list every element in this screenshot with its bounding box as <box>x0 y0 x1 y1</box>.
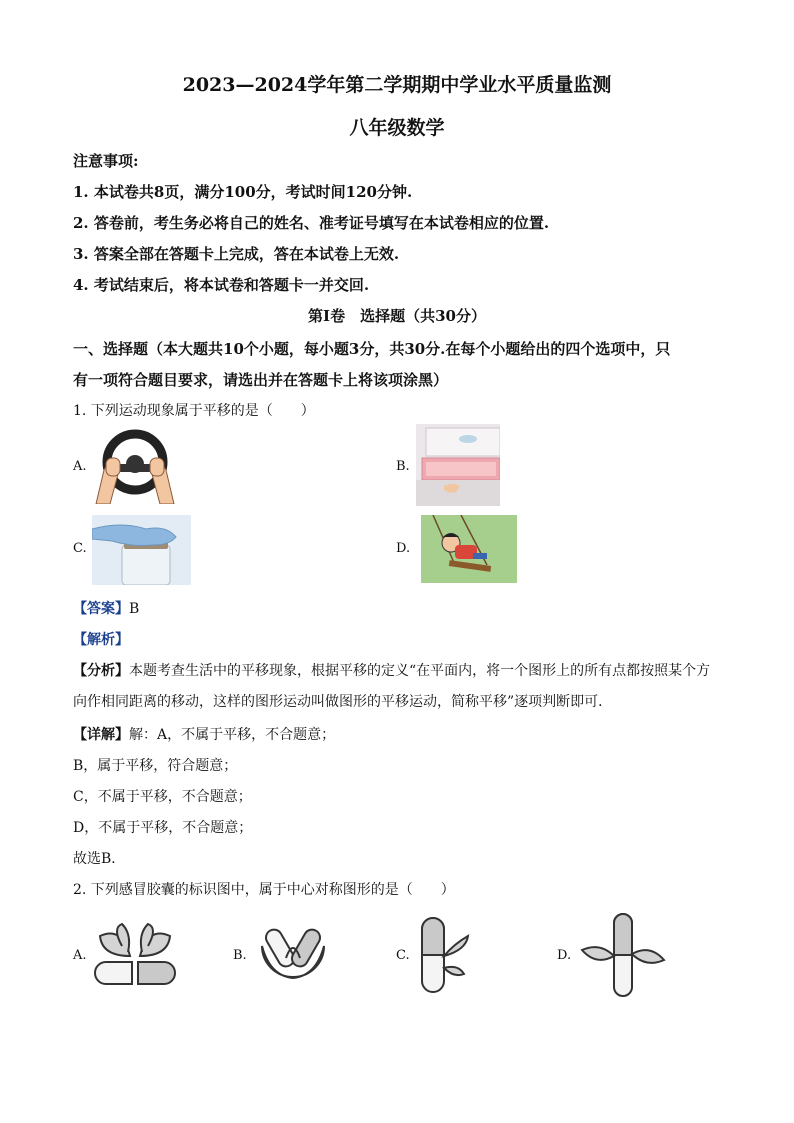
capsule-logo-c-icon <box>414 914 474 996</box>
drawer-image <box>416 424 500 506</box>
question-2-stem: 2. 下列感冒胶囊的标识图中，属于中心对称图形的是（ ） <box>73 882 455 898</box>
notice-item: 1. 本试卷共8页，满分100分，考试时间120分钟. <box>73 183 413 201</box>
q2-option-a-label: A. <box>73 948 87 963</box>
notice-item: 2. 答卷前，考生务必将自己的姓名、准考证号填写在本试卷相应的位置. <box>73 214 550 232</box>
detail-line-3: C，不属于平移，不合题意； <box>73 789 252 805</box>
section-instruction: 有一项符合题目要求，请选出并在答题卡上将该项涂黑） <box>73 371 449 389</box>
answer-tag: 【答案】 <box>73 601 129 617</box>
q1-option-d-label: D. <box>396 541 411 556</box>
fenxi-tag: 【分析】 <box>73 663 129 679</box>
q2-option-b-label: B. <box>233 948 247 963</box>
jar-lid-image <box>92 515 191 585</box>
section-instruction: 一、选择题（本大题共10个小题，每小题3分，共30分.在每个小题给出的四个选项中，只 <box>73 340 671 358</box>
fenxi-text: 本题考查生活中的平移现象，根据平移的定义“在平面内，将一个图形上的所有点都按照某个方 <box>129 663 711 679</box>
detail-line-1 <box>73 724 335 744</box>
q1-option-c-label: C. <box>73 541 87 556</box>
fenxi-line-2: 向作相同距离的移动，这样的图形运动叫做图形的平移运动，简称平移”逐项判断即可． <box>73 694 613 710</box>
q1-option-b-label: B. <box>396 459 410 474</box>
capsule-logo-a-icon <box>92 922 178 988</box>
conclusion: 故选B． <box>73 851 126 867</box>
answer-line <box>73 598 139 618</box>
exam-title: 2023—2024学年第二学期期中学业水平质量监测 <box>182 74 612 96</box>
detail-line-4: D，不属于平移，不合题意； <box>73 820 253 836</box>
question-1-stem: 1. 下列运动现象属于平移的是（ ） <box>73 403 315 419</box>
fenxi-line-1 <box>73 660 710 680</box>
notice-item: 3. 答案全部在答题卡上完成，答在本试卷上无效. <box>73 245 400 263</box>
notice-item: 4. 考试结束后，将本试卷和答题卡一并交回. <box>73 276 370 294</box>
notice-heading: 注意事项: <box>73 152 139 170</box>
exam-subtitle: 八年级数学 <box>349 117 445 139</box>
answer-value: B <box>129 601 140 617</box>
detail-tag: 【详解】 <box>73 727 129 743</box>
analysis-tag: 【解析】 <box>73 632 129 648</box>
detail-line-2: B，属于平移，符合题意； <box>73 758 238 774</box>
steering-wheel-image <box>92 424 178 504</box>
q2-option-d-label: D. <box>557 948 572 963</box>
q2-option-c-label: C. <box>396 948 410 963</box>
swing-image <box>421 515 517 583</box>
capsule-logo-d-icon <box>580 910 666 1000</box>
section-title: 第Ⅰ卷 选择题（共30分） <box>308 307 486 325</box>
detail-text: 解：A，不属于平移，不合题意； <box>129 727 336 743</box>
q1-option-a-label: A. <box>73 459 87 474</box>
capsule-logo-b-icon <box>256 918 330 992</box>
